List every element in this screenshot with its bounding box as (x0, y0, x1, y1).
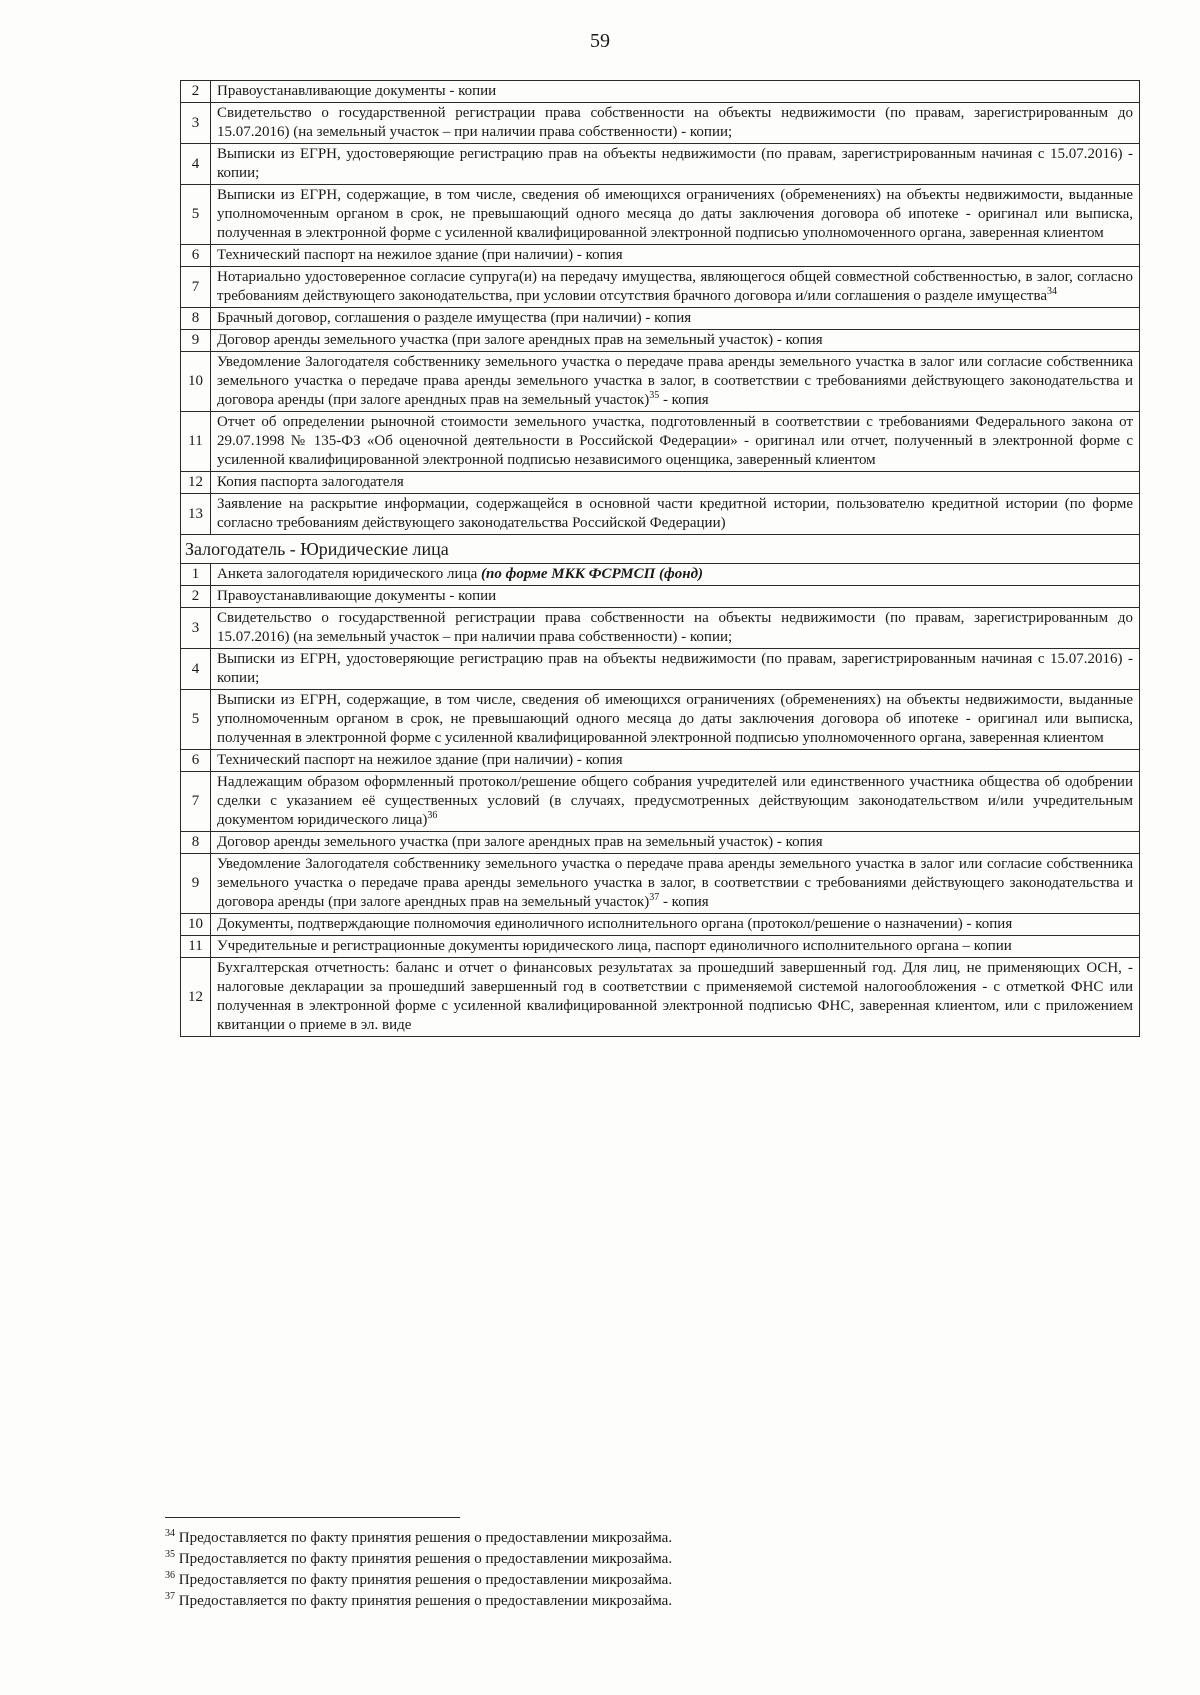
row-number: 9 (181, 854, 211, 914)
row-text-tail: - копия (659, 392, 709, 408)
row-number: 5 (181, 185, 211, 245)
row-text-main: Технический паспорт на нежилое здание (при наличии) - копия (217, 752, 623, 768)
row-text (211, 914, 1140, 936)
pledger-legal-rows (181, 586, 1140, 1037)
row-text (211, 352, 1140, 412)
table-row (181, 267, 1140, 308)
row-text (211, 144, 1140, 185)
table-row (181, 936, 1140, 958)
table-row (181, 245, 1140, 267)
footnote-ref: 35 (649, 390, 660, 401)
row-number: 9 (181, 330, 211, 352)
row-text-main: Свидетельство о государственной регистрации права собственности на объекты недвижимости (по правам, зарегистрированным до 15.07.2016) (на земельный участок – при наличии права собственности) - копии; (217, 610, 1133, 645)
row-number: 5 (181, 690, 211, 750)
footnote-ref: 34 (1047, 286, 1058, 297)
row-text-main: Договор аренды земельного участка (при залоге арендных прав на земельный участок) - копия (217, 834, 823, 850)
row-number: 1 (181, 564, 211, 586)
row-number: 8 (181, 308, 211, 330)
table-row (181, 608, 1140, 649)
section-title: Залогодатель - Юридические лица (181, 535, 1140, 564)
row-text (211, 81, 1140, 103)
row-number: 7 (181, 772, 211, 832)
row-text (211, 494, 1140, 535)
row-text-main: Правоустанавливающие документы - копии (217, 83, 497, 99)
row-number: 7 (181, 267, 211, 308)
footnote-number: 35 (165, 1549, 175, 1560)
row-text (211, 412, 1140, 472)
row-text-main: Брачный договор, соглашения о разделе имущества (при наличии) - копия (217, 310, 692, 326)
footnote-ref: 37 (649, 892, 660, 903)
row-text-main: Выписки из ЕГРН, удостоверяющие регистрацию прав на объекты недвижимости (по правам, зарегистрированным начиная с 15.07.2016) - копии; (217, 651, 1133, 686)
table-row (181, 308, 1140, 330)
row-text (211, 103, 1140, 144)
row-text (211, 936, 1140, 958)
row-text (211, 649, 1140, 690)
page-number: 59 (590, 30, 610, 52)
table-row (181, 832, 1140, 854)
table-row (181, 352, 1140, 412)
row-number: 2 (181, 81, 211, 103)
row-text-main: Копия паспорта залогодателя (217, 474, 404, 490)
row-number: 8 (181, 832, 211, 854)
row-number: 6 (181, 750, 211, 772)
row-number: 11 (181, 936, 211, 958)
row-text-italic: (по форме МКК ФСРМСП (фонд) (481, 566, 704, 582)
row-text-main: Выписки из ЕГРН, содержащие, в том числе, сведения об имеющихся ограничениях (обременениях) на объекты недвижимости, выданные уполномоченным органом в срок, не превышающий одного месяца до даты заключения договора об ипотеке - оригинал или выписка, полученная в электронной форме с усиленной квалифицированной электронной подписью уполномоченного органа, заверенная клиентом (217, 187, 1133, 241)
row-text (211, 832, 1140, 854)
row-text (211, 750, 1140, 772)
table-row (181, 412, 1140, 472)
footnote (165, 1549, 672, 1570)
row-text (211, 267, 1140, 308)
row-number: 12 (181, 958, 211, 1037)
table-row (181, 494, 1140, 535)
row-text-main: Правоустанавливающие документы - копии (217, 588, 497, 604)
row-text (211, 308, 1140, 330)
row-text (211, 586, 1140, 608)
table-row (181, 103, 1140, 144)
table-row (181, 564, 1140, 586)
footnote (165, 1528, 672, 1549)
row-number: 4 (181, 144, 211, 185)
footnote (165, 1591, 672, 1612)
row-number: 3 (181, 103, 211, 144)
row-text-main: Учредительные и регистрационные документы юридического лица, паспорт единоличного исполнительного органа – копии (217, 938, 1012, 954)
row-text-main: Надлежащим образом оформленный протокол/решение общего собрания учредителей или единственного участника общества об одобрении сделки с указанием её существенных условий (в случаях, предусмотренных действующим законодательством и/или учредительным документом юридического лица) (217, 774, 1133, 828)
footnote (165, 1570, 672, 1591)
footnote-ref: 36 (427, 810, 438, 821)
row-number: 12 (181, 472, 211, 494)
row-text-main: Договор аренды земельного участка (при залоге арендных прав на земельный участок) - копия (217, 332, 823, 348)
row-text-main: Выписки из ЕГРН, содержащие, в том числе, сведения об имеющихся ограничениях (обременениях) на объекты недвижимости, выданные уполномоченным органом в срок, не превышающий одного месяца до даты заключения договора об ипотеке - оригинал или выписка, полученная в электронной форме с усиленной квалифицированной электронной подписью уполномоченного органа, заверенная клиентом (217, 692, 1133, 746)
documents-table (180, 80, 1140, 1037)
row-text (211, 958, 1140, 1037)
row-text-main: Отчет об определении рыночной стоимости земельного участка, подготовленный в соответствии с требованиями Федерального закона от 29.07.1998 № 135-ФЗ «Об оценочной деятельности в Российской Федерации» - оригинал или отчет, полученный в электронной форме с усиленной квалифицированной электронной подписью независимого оценщика, заверенный клиентом (217, 414, 1133, 468)
table-row (181, 472, 1140, 494)
footnote-number: 37 (165, 1591, 175, 1602)
section-legal (181, 535, 1140, 586)
footnote-number: 34 (165, 1528, 175, 1539)
row-text (211, 245, 1140, 267)
footnote-text: Предоставляется по факту принятия решения о предоставлении микрозайма. (178, 1530, 673, 1546)
row-text (211, 690, 1140, 750)
table-row (181, 914, 1140, 936)
table-row (181, 144, 1140, 185)
footnotes (165, 1528, 672, 1612)
table-row (181, 854, 1140, 914)
row-number: 10 (181, 914, 211, 936)
row-text-main: Нотариально удостоверенное согласие супруга(и) на передачу имущества, являющегося общей совместной собственностью, в залог, согласно требованиям действующего законодательства, при условии отсутствия брачного договора и/или соглашения о разделе имущества (217, 269, 1133, 304)
footnote-text: Предоставляется по факту принятия решения о предоставлении микрозайма. (178, 1551, 673, 1567)
row-text-main: Документы, подтверждающие полномочия единоличного исполнительного органа (протокол/решение о назначении) - копия (217, 916, 1013, 932)
row-text-main: Бухгалтерская отчетность: баланс и отчет о финансовых результатах за прошедший завершенный год. Для лиц, не применяющих ОСН, - налоговые декларации за прошедший завершенный год в соответствии с применяемой системой налогообложения - с отметкой ФНС или полученная в электронной форме с усиленной квалифицированной электронной подписью ФНС, заверенная клиентом, или с приложением квитанции о приеме в эл. виде (217, 960, 1133, 1033)
table-row (181, 649, 1140, 690)
footnote-text: Предоставляется по факту принятия решения о предоставлении микрозайма. (178, 1572, 673, 1588)
row-text (211, 185, 1140, 245)
table-row (181, 958, 1140, 1037)
row-text-main: Заявление на раскрытие информации, содержащейся в основной части кредитной истории, пользователю кредитной истории (по форме согласно требованиям действующего законодательства Российской Федерации) (217, 496, 1133, 531)
row-text (211, 854, 1140, 914)
row-text-main: Анкета залогодателя юридического лица (217, 566, 482, 582)
row-text-main: Уведомление Залогодателя собственнику земельного участка о передаче права аренды земельного участка в залог или согласие собственника земельного участка о передаче права аренды земельного участка в залог, в соответствии с требованиями действующего законодательства и договора аренды (при залоге арендных прав на земельный участок) (217, 856, 1133, 910)
row-number: 10 (181, 352, 211, 412)
row-text-tail: - копия (659, 894, 709, 910)
section-header-row (181, 535, 1140, 564)
row-text (211, 564, 1140, 586)
row-number: 3 (181, 608, 211, 649)
row-text (211, 608, 1140, 649)
row-text (211, 330, 1140, 352)
footnote-number: 36 (165, 1570, 175, 1581)
row-number: 6 (181, 245, 211, 267)
row-text-main: Выписки из ЕГРН, удостоверяющие регистрацию прав на объекты недвижимости (по правам, зарегистрированным начиная с 15.07.2016) - копии; (217, 146, 1133, 181)
row-number: 2 (181, 586, 211, 608)
row-number: 13 (181, 494, 211, 535)
row-text-main: Свидетельство о государственной регистрации права собственности на объекты недвижимости (по правам, зарегистрированным до 15.07.2016) (на земельный участок – при наличии права собственности) - копии; (217, 105, 1133, 140)
row-number: 4 (181, 649, 211, 690)
row-text-main: Технический паспорт на нежилое здание (при наличии) - копия (217, 247, 623, 263)
table-row (181, 772, 1140, 832)
row-text-main: Уведомление Залогодателя собственнику земельного участка о передаче права аренды земельного участка в залог или согласие собственника земельного участка о передаче права аренды земельного участка в залог, в соответствии с требованиями действующего законодательства и договора аренды (при залоге арендных прав на земельный участок) (217, 354, 1133, 408)
table-row (181, 185, 1140, 245)
table-row (181, 750, 1140, 772)
table-row (181, 81, 1140, 103)
table-row (181, 586, 1140, 608)
row-text (211, 772, 1140, 832)
table-row (181, 690, 1140, 750)
footnote-divider (165, 1517, 460, 1518)
row-text (211, 472, 1140, 494)
pledger-individual-rows (181, 81, 1140, 535)
row-number: 11 (181, 412, 211, 472)
table-row (181, 330, 1140, 352)
footnote-text: Предоставляется по факту принятия решения о предоставлении микрозайма. (178, 1593, 673, 1609)
